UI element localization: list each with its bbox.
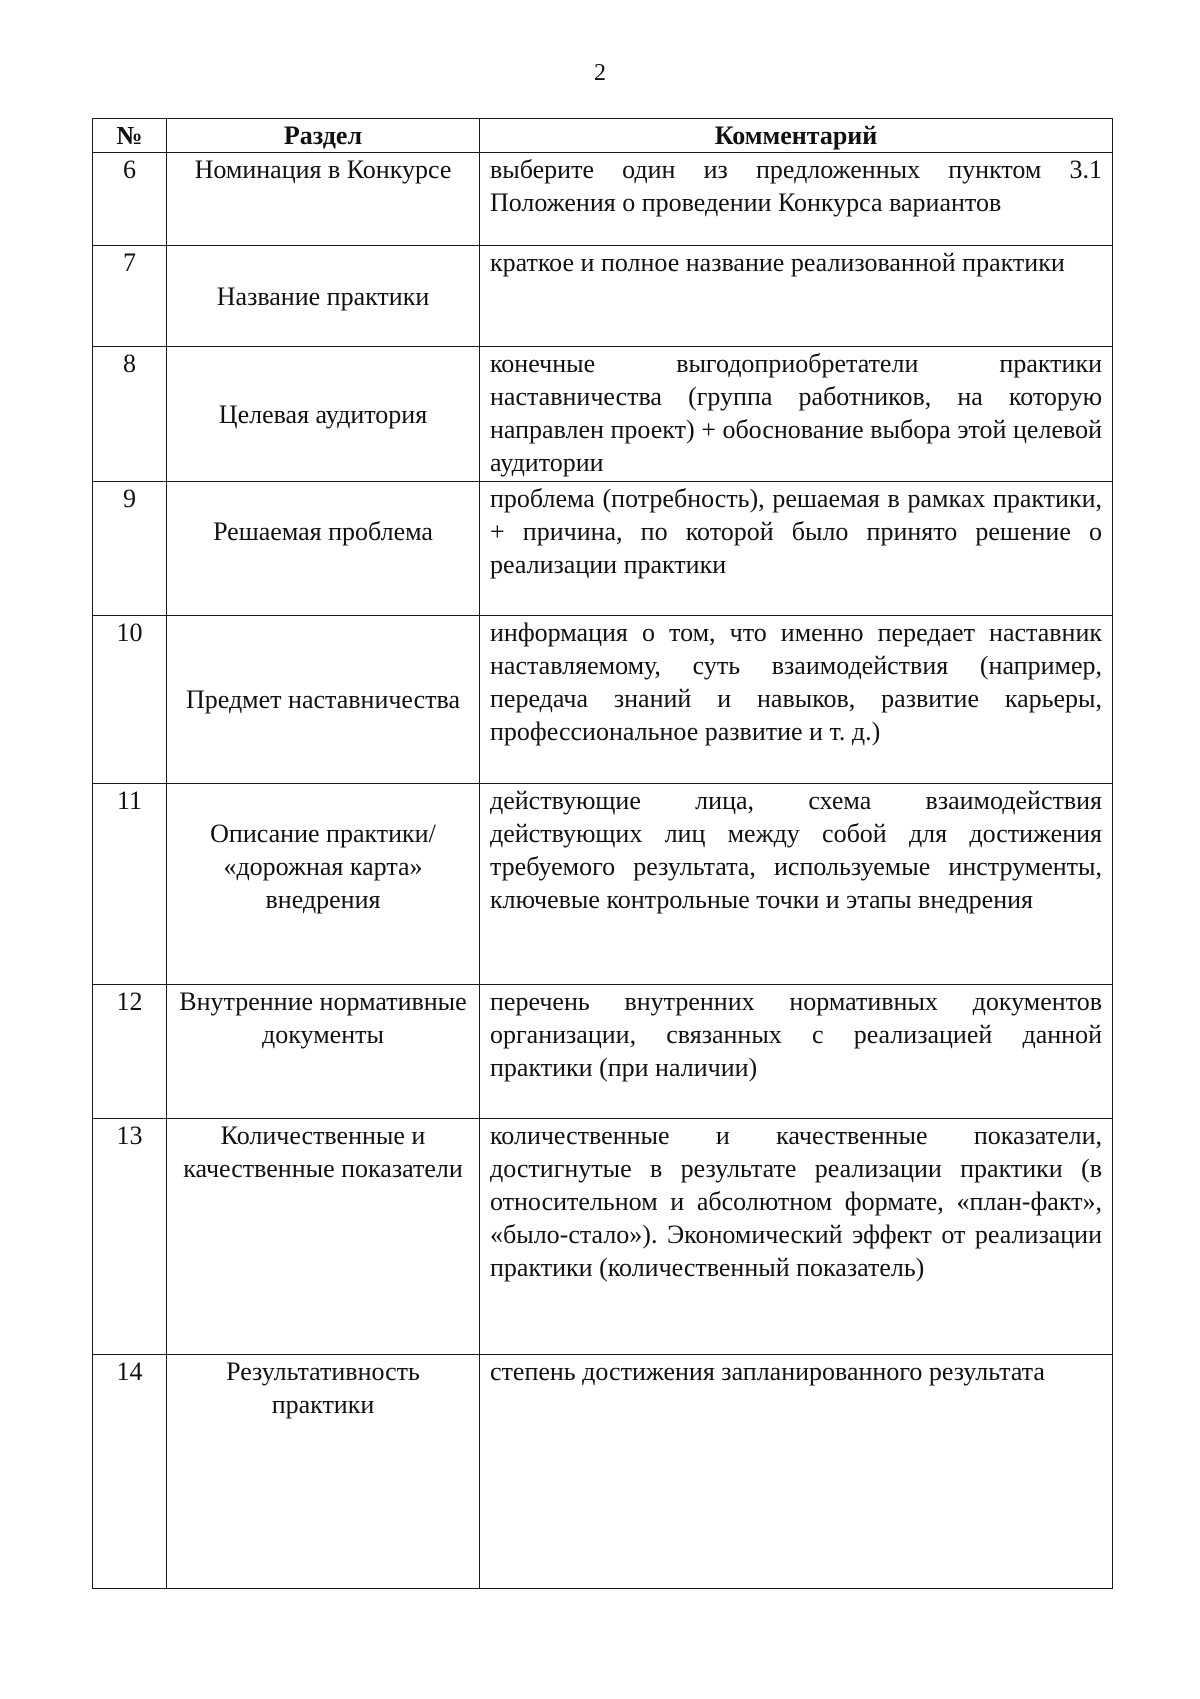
row-section: Количественные и качественные показатели	[167, 1119, 480, 1355]
table-row	[93, 985, 1113, 1119]
row-section: Описание практики/ «дорожная карта» внедрения	[167, 784, 480, 985]
row-comment: степень достижения запланированного результата	[480, 1355, 1113, 1589]
table-row	[93, 347, 1113, 482]
row-section: Номинация в Конкурсе	[167, 153, 480, 246]
row-comment: конечные выгодоприобретатели практики наставничества (группа работников, на которую направлен проект) + обоснование выбора этой целевой аудитории	[480, 347, 1113, 482]
header-comment: Комментарий	[480, 119, 1113, 153]
row-comment: проблема (потребность), решаемая в рамках практики, + причина, по которой было принято решение о реализации практики	[480, 482, 1113, 616]
table-row	[93, 1119, 1113, 1355]
table-header-row	[93, 119, 1113, 153]
row-section: Внутренние нормативные документы	[167, 985, 480, 1119]
row-number: 10	[93, 616, 167, 784]
row-number: 14	[93, 1355, 167, 1589]
header-number: №	[93, 119, 167, 153]
row-section: Целевая аудитория	[167, 347, 480, 482]
row-comment: краткое и полное название реализованной практики	[480, 246, 1113, 347]
document-table	[92, 118, 1113, 1589]
row-comment: количественные и качественные показатели, достигнутые в результате реализации практики (в относительном и абсолютном формате, «план-факт», «было-стало»). Экономический эффект от реализации практики (количественный показатель)	[480, 1119, 1113, 1355]
row-comment: информация о том, что именно передает наставник наставляемому, суть взаимодействия (например, передача знаний и навыков, развитие карьеры, профессиональное развитие и т. д.)	[480, 616, 1113, 784]
table-row	[93, 482, 1113, 616]
row-number: 9	[93, 482, 167, 616]
row-number: 12	[93, 985, 167, 1119]
row-section: Решаемая проблема	[167, 482, 480, 616]
table-row	[93, 153, 1113, 246]
row-section: Название практики	[167, 246, 480, 347]
row-number: 13	[93, 1119, 167, 1355]
row-comment: действующие лица, схема взаимодействия действующих лиц между собой для достижения требуемого результата, используемые инструменты, ключевые контрольные точки и этапы внедрения	[480, 784, 1113, 985]
row-number: 8	[93, 347, 167, 482]
row-section: Результативность практики	[167, 1355, 480, 1589]
table-row	[93, 616, 1113, 784]
row-number: 6	[93, 153, 167, 246]
table-row	[93, 784, 1113, 985]
row-comment: перечень внутренних нормативных документов организации, связанных с реализацией данной практики (при наличии)	[480, 985, 1113, 1119]
row-number: 11	[93, 784, 167, 985]
row-number: 7	[93, 246, 167, 347]
row-section: Предмет наставничества	[167, 616, 480, 784]
page-number: 2	[594, 60, 606, 86]
table-row	[93, 1355, 1113, 1589]
table-row	[93, 246, 1113, 347]
header-section: Раздел	[167, 119, 480, 153]
row-comment: выберите один из предложенных пунктом 3.1 Положения о проведении Конкурса вариантов	[480, 153, 1113, 246]
